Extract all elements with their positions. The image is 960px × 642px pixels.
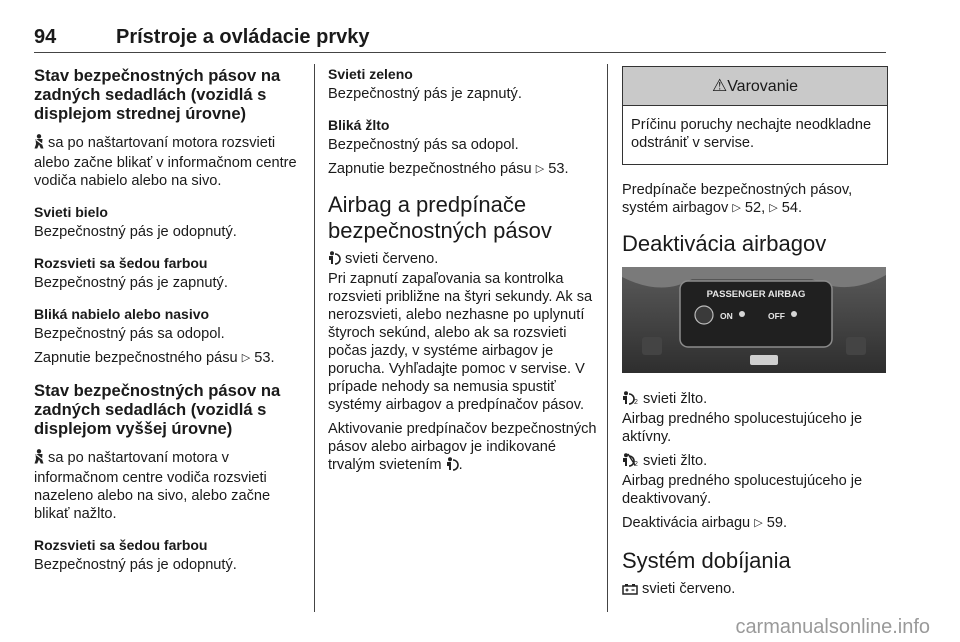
warning-title: Varovanie	[727, 78, 799, 95]
paragraph: Pri zapnutí zapaľovania sa kontrolka rozsvieti približne na štyri sekundy. Ak sa nerozsvieti, alebo nezhasne po uplynutí štyroch sekúnd, alebo ak sa rozsvieti počas jazdy, v systéme airbagov je porucha. Vyhľadajte pomoc v servise. V prípade nehody sa nemusia spustiť systémy airbagov a predpínačov pásov.	[328, 271, 593, 413]
paragraph: Bezpečnostný pás je odopnutý.	[34, 224, 237, 240]
rear-seatbelt-icon	[34, 134, 44, 154]
warning-header	[623, 67, 887, 106]
section-heading-high-display: Stav bezpečnostných pásov na zadných sedadlách (vozidlá s displejom vyššej úrovne)	[34, 381, 281, 438]
paragraph: Airbag predného spolucestujúceho je aktívny.	[622, 411, 863, 445]
button-circle	[695, 306, 713, 324]
subheading: Svieti bielo	[34, 204, 108, 220]
column-2	[328, 66, 598, 476]
passenger-airbag-panel-photo	[622, 267, 886, 373]
column-divider-2	[607, 64, 608, 612]
subheading: Bliká nabielo alebo nasivo	[34, 306, 210, 322]
reference-arrow-icon: ▷	[769, 202, 778, 214]
battery-icon	[622, 582, 638, 600]
paragraph: Aktivovanie predpínačov bezpečnostných pásov alebo airbagov je indikované trvalým svietením .	[328, 420, 598, 476]
cross-reference: Deaktivácia airbagu ▷ 59.	[622, 515, 788, 531]
subheading: Svieti zeleno	[328, 66, 413, 82]
paragraph: Bezpečnostný pás je zapnutý.	[328, 86, 522, 102]
page-header	[34, 26, 886, 50]
paragraph: Bezpečnostný pás je odopnutý.	[34, 557, 237, 573]
subheading: Rozsvieti sa šedou farbou	[34, 537, 208, 553]
airbag-warning-icon	[328, 251, 341, 270]
page-number: 94	[34, 26, 57, 48]
svg-text:2: 2	[634, 399, 638, 405]
site-watermark: carmanualsonline.info	[735, 616, 930, 638]
cross-reference: Zapnutie bezpečnostného pásu ▷ 53.	[34, 350, 275, 366]
column-1	[34, 66, 306, 574]
reference-arrow-icon: ▷	[732, 202, 741, 214]
paragraph: Bezpečnostný pás je zapnutý.	[34, 275, 228, 291]
header-divider	[34, 52, 886, 53]
column-divider-1	[314, 64, 315, 612]
rear-seatbelt-icon	[34, 449, 44, 469]
warning-text: Príčinu poruchy nechajte neodkladne odstrániť v servise.	[631, 117, 872, 151]
cross-reference: Predpínače bezpečnostných pásov, systém airbagov ▷ 52, ▷ 54.	[622, 182, 853, 216]
paragraph: 2 svieti žlto.	[622, 390, 890, 410]
paragraph: sa po naštartovaní motora rozsvieti alebo začne blikať v informačnom centre vodiča nabielo alebo na sivo.	[34, 135, 297, 189]
photo-on-label: ON	[720, 311, 733, 321]
paragraph: svieti červeno.	[328, 250, 598, 270]
column-3	[622, 66, 890, 600]
photo-off-label: OFF	[768, 311, 785, 321]
reference-arrow-icon: ▷	[535, 163, 545, 175]
section-heading-deactivation: Deaktivácia airbagov	[622, 231, 827, 256]
section-heading-charging: Systém dobíjania	[622, 548, 791, 573]
paragraph: Bezpečnostný pás sa odopol.	[328, 137, 519, 153]
photo-label: PASSENGER AIRBAG	[706, 289, 806, 300]
paragraph: sa po naštartovaní motora v informačnom centre vodiča rozsvieti nazeleno alebo na sivo, alebo začne blikať nažlto.	[34, 450, 271, 522]
airbag-on-icon	[622, 391, 639, 410]
airbag-warning-icon	[446, 457, 459, 476]
subheading: Bliká žlto	[328, 117, 390, 133]
paragraph: Bezpečnostný pás sa odopol.	[34, 326, 225, 342]
subheading: Rozsvieti sa šedou farbou	[34, 255, 208, 271]
svg-text:2: 2	[634, 461, 638, 467]
warning-box	[622, 66, 888, 165]
warning-triangle-icon: ⚠	[711, 76, 728, 95]
reference-arrow-icon: ▷	[754, 517, 763, 529]
reference-arrow-icon: ▷	[241, 352, 251, 364]
cross-reference: Zapnutie bezpečnostného pásu ▷ 53.	[328, 161, 569, 177]
paragraph: 2 svieti žlto.	[622, 452, 890, 472]
section-heading-mid-display: Stav bezpečnostných pásov na zadných sedadlách (vozidlá s displejom strednej úrovne)	[34, 66, 281, 123]
airbag-off-icon	[622, 453, 639, 472]
page-title: Prístroje a ovládacie prvky	[116, 26, 370, 48]
paragraph: Airbag predného spolucestujúceho je deaktivovaný.	[622, 473, 863, 507]
section-heading-airbag: Airbag a predpínače bezpečnostných pásov	[328, 192, 552, 243]
paragraph: svieti červeno.	[622, 580, 890, 600]
